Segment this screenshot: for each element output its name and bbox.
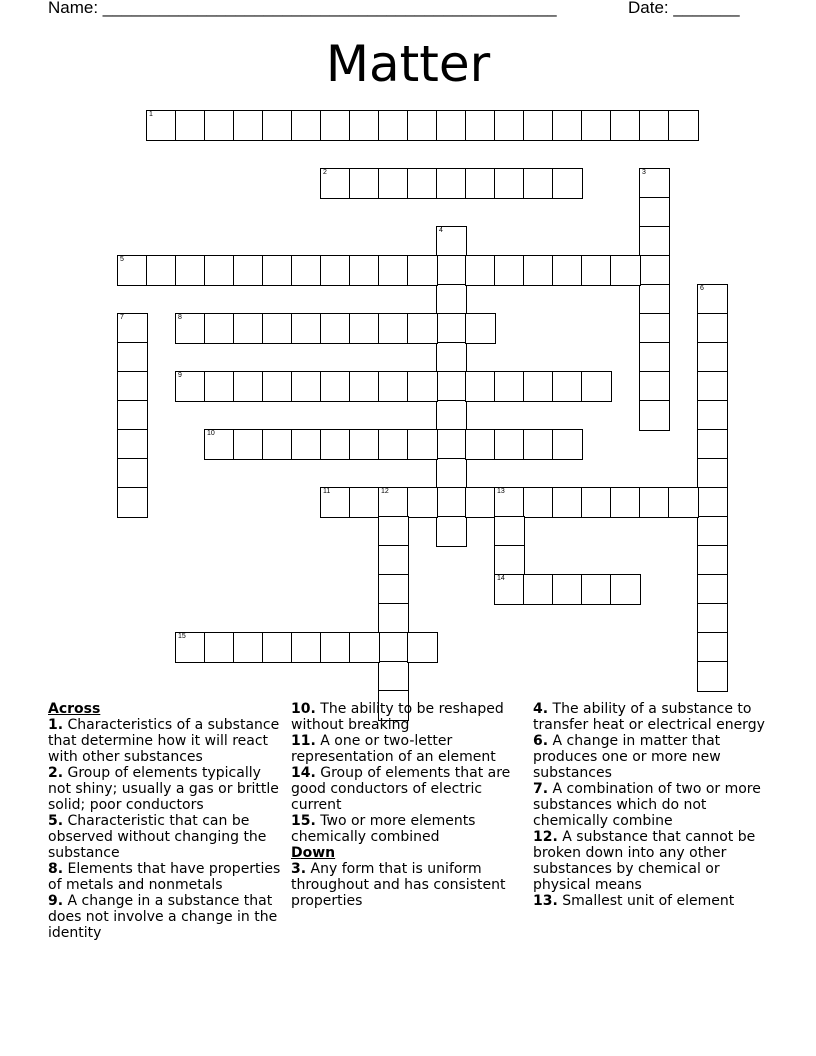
grid-cell[interactable] — [610, 487, 641, 518]
grid-cell[interactable] — [436, 429, 467, 460]
grid-cell[interactable] — [233, 429, 264, 460]
grid-cell[interactable] — [378, 632, 409, 663]
grid-cell[interactable] — [581, 110, 612, 141]
grid-cell[interactable] — [233, 110, 264, 141]
clue-number-label: 2. — [48, 765, 64, 781]
grid-cell[interactable] — [697, 342, 728, 373]
grid-cell[interactable] — [349, 429, 380, 460]
grid-cell[interactable] — [494, 168, 525, 199]
grid-cell[interactable] — [697, 400, 728, 431]
grid-cell[interactable] — [320, 168, 351, 199]
clue-number: 15 — [178, 633, 186, 640]
grid-cell[interactable] — [349, 110, 380, 141]
grid-cell[interactable] — [639, 255, 670, 286]
grid-cell[interactable] — [494, 255, 525, 286]
clue-number: 8 — [178, 314, 182, 321]
grid-cell[interactable] — [581, 487, 612, 518]
grid-cell[interactable] — [465, 371, 496, 402]
clue-number-label: 13. — [533, 893, 558, 909]
clue-number: 7 — [120, 314, 124, 321]
grid-cell[interactable] — [378, 661, 409, 692]
grid-cell[interactable] — [668, 487, 699, 518]
grid-cell[interactable] — [697, 603, 728, 634]
clue-text: Characteristics of a substance that determine how it will react with other substances — [48, 717, 280, 765]
grid-cell[interactable] — [378, 313, 409, 344]
grid-cell[interactable] — [523, 168, 554, 199]
grid-cell[interactable] — [262, 110, 293, 141]
grid-cell[interactable] — [320, 371, 351, 402]
grid-cell[interactable] — [407, 371, 438, 402]
grid-cell[interactable] — [291, 313, 322, 344]
grid-cell[interactable] — [697, 574, 728, 605]
grid-cell[interactable] — [117, 371, 148, 402]
grid-cell[interactable] — [378, 371, 409, 402]
grid-cell[interactable] — [204, 429, 235, 460]
grid-cell[interactable] — [523, 487, 554, 518]
grid-cell[interactable] — [697, 429, 728, 460]
clue-text: Characteristic that can be observed without changing the substance — [48, 813, 267, 861]
grid-cell[interactable] — [639, 226, 670, 257]
grid-cell[interactable] — [639, 168, 670, 199]
grid-cell[interactable] — [610, 574, 641, 605]
grid-cell[interactable] — [117, 255, 148, 286]
grid-cell[interactable] — [552, 371, 583, 402]
clue-number-label: 12. — [533, 829, 558, 845]
clue-text: Two or more elements chemically combined — [291, 813, 476, 845]
grid-cell[interactable] — [552, 110, 583, 141]
grid-cell[interactable] — [204, 255, 235, 286]
clues-column-2 — [291, 701, 519, 909]
grid-cell[interactable] — [117, 313, 148, 344]
grid-cell[interactable] — [697, 284, 728, 315]
grid-cell[interactable] — [552, 168, 583, 199]
clue-text: A change in matter that produces one or more new substances — [533, 733, 721, 781]
grid-cell[interactable] — [639, 110, 670, 141]
clue-number-label: 4. — [533, 701, 549, 717]
grid-cell[interactable] — [494, 110, 525, 141]
grid-cell[interactable] — [697, 371, 728, 402]
clue-number-label: 15. — [291, 813, 316, 829]
grid-cell[interactable] — [378, 110, 409, 141]
grid-cell[interactable] — [494, 429, 525, 460]
clue-item — [48, 765, 284, 813]
clue-number-label: 5. — [48, 813, 64, 829]
grid-cell[interactable] — [204, 110, 235, 141]
clue-number: 1 — [149, 111, 153, 118]
grid-cell[interactable] — [697, 516, 728, 547]
down-heading: Down — [291, 845, 336, 861]
grid-cell[interactable] — [523, 371, 554, 402]
clue-item — [533, 733, 765, 781]
grid-cell[interactable] — [581, 255, 612, 286]
grid-cell[interactable] — [233, 255, 264, 286]
clue-item — [533, 781, 765, 829]
grid-cell[interactable] — [494, 371, 525, 402]
grid-cell[interactable] — [494, 545, 525, 576]
grid-cell[interactable] — [639, 371, 670, 402]
clue-text: A change in a substance that does not involve a change in the identity — [48, 893, 278, 941]
grid-cell[interactable] — [697, 458, 728, 489]
clue-item — [48, 813, 284, 861]
clue-number: 4 — [439, 227, 443, 234]
grid-cell[interactable] — [262, 371, 293, 402]
clue-number-label: 10. — [291, 701, 316, 717]
grid-cell[interactable] — [349, 371, 380, 402]
grid-cell[interactable] — [436, 458, 467, 489]
grid-cell[interactable] — [436, 516, 467, 547]
clue-number: 12 — [381, 488, 389, 495]
clue-number: 5 — [120, 256, 124, 263]
clue-number: 11 — [323, 488, 331, 495]
clues-column-3 — [533, 701, 765, 909]
grid-cell[interactable] — [117, 429, 148, 460]
clue-number: 3 — [642, 169, 646, 176]
grid-cell[interactable] — [117, 487, 148, 518]
grid-cell[interactable] — [465, 110, 496, 141]
clue-item — [533, 893, 765, 909]
grid-cell[interactable] — [639, 400, 670, 431]
grid-cell[interactable] — [494, 487, 525, 518]
grid-cell[interactable] — [320, 632, 351, 663]
name-field[interactable]: Name: ________________________________________________ — [48, 0, 557, 17]
clue-number-label: 3. — [291, 861, 307, 877]
grid-cell[interactable] — [175, 313, 206, 344]
grid-cell[interactable] — [204, 313, 235, 344]
clue-text: Smallest unit of element — [557, 893, 735, 909]
grid-cell[interactable] — [378, 603, 409, 634]
grid-cell[interactable] — [639, 284, 670, 315]
grid-cell[interactable] — [204, 632, 235, 663]
grid-cell[interactable] — [436, 487, 467, 518]
clue-item — [291, 733, 519, 765]
grid-cell[interactable] — [639, 342, 670, 373]
grid-cell[interactable] — [262, 429, 293, 460]
grid-cell[interactable] — [581, 371, 612, 402]
grid-cell[interactable] — [494, 574, 525, 605]
grid-cell[interactable] — [349, 313, 380, 344]
clue-item — [533, 829, 765, 893]
grid-cell[interactable] — [262, 632, 293, 663]
clue-number: 10 — [207, 430, 215, 437]
grid-cell[interactable] — [233, 371, 264, 402]
grid-cell[interactable] — [378, 516, 409, 547]
grid-cell[interactable] — [407, 110, 438, 141]
grid-cell[interactable] — [523, 110, 554, 141]
grid-cell[interactable] — [610, 110, 641, 141]
clue-text: Elements that have properties of metals and nonmetals — [48, 861, 281, 893]
clue-number-label: 7. — [533, 781, 549, 797]
grid-cell[interactable] — [320, 429, 351, 460]
clue-number-label: 14. — [291, 765, 316, 781]
grid-cell[interactable] — [436, 110, 467, 141]
grid-cell[interactable] — [262, 313, 293, 344]
grid-cell[interactable] — [552, 255, 583, 286]
clue-text: A combination of two or more substances which do not chemically combine — [533, 781, 761, 829]
grid-cell[interactable] — [291, 371, 322, 402]
grid-cell[interactable] — [291, 110, 322, 141]
grid-cell[interactable] — [175, 255, 206, 286]
grid-cell[interactable] — [639, 313, 670, 344]
grid-cell[interactable] — [639, 487, 670, 518]
grid-cell[interactable] — [378, 255, 409, 286]
clue-number-label: 9. — [48, 893, 64, 909]
clue-text: The ability of a substance to transfer heat or electrical energy — [533, 701, 765, 733]
grid-cell[interactable] — [407, 313, 438, 344]
grid-cell[interactable] — [436, 226, 467, 257]
grid-cell[interactable] — [407, 632, 438, 663]
grid-cell[interactable] — [581, 574, 612, 605]
clue-text: The ability to be reshaped without breaking — [291, 701, 504, 733]
clue-text: Any form that is uniform throughout and has consistent properties — [291, 861, 506, 909]
grid-cell[interactable] — [436, 342, 467, 373]
grid-cell[interactable] — [291, 429, 322, 460]
grid-cell[interactable] — [552, 574, 583, 605]
grid-cell[interactable] — [523, 429, 554, 460]
grid-cell[interactable] — [175, 371, 206, 402]
grid-cell[interactable] — [523, 255, 554, 286]
grid-cell[interactable] — [465, 168, 496, 199]
grid-cell[interactable] — [494, 516, 525, 547]
clue-item — [291, 765, 519, 813]
grid-cell[interactable] — [697, 661, 728, 692]
clue-text: A one or two-letter representation of an element — [291, 733, 496, 765]
clue-number: 14 — [497, 575, 505, 582]
grid-cell[interactable] — [320, 110, 351, 141]
clue-item — [533, 701, 765, 733]
grid-cell[interactable] — [320, 487, 351, 518]
grid-cell[interactable] — [117, 342, 148, 373]
clue-item — [291, 861, 519, 909]
clue-item — [48, 861, 284, 893]
clue-number: 13 — [497, 488, 505, 495]
grid-cell[interactable] — [697, 313, 728, 344]
clue-item — [291, 813, 519, 845]
grid-cell[interactable] — [146, 110, 177, 141]
across-heading: Across — [48, 701, 101, 717]
grid-cell[interactable] — [436, 313, 467, 344]
grid-cell[interactable] — [378, 545, 409, 576]
grid-cell[interactable] — [523, 574, 554, 605]
grid-cell[interactable] — [233, 313, 264, 344]
grid-cell[interactable] — [175, 110, 206, 141]
grid-cell[interactable] — [349, 168, 380, 199]
grid-cell[interactable] — [697, 487, 728, 518]
clue-number: 9 — [178, 372, 182, 379]
grid-cell[interactable] — [697, 545, 728, 576]
grid-cell[interactable] — [465, 487, 496, 518]
grid-cell[interactable] — [349, 255, 380, 286]
grid-cell[interactable] — [320, 313, 351, 344]
grid-cell[interactable] — [117, 458, 148, 489]
grid-cell[interactable] — [146, 255, 177, 286]
grid-cell[interactable] — [436, 284, 467, 315]
clue-number-label: 11. — [291, 733, 316, 749]
grid-cell[interactable] — [668, 110, 699, 141]
grid-cell[interactable] — [610, 255, 641, 286]
grid-cell[interactable] — [552, 487, 583, 518]
grid-cell[interactable] — [465, 255, 496, 286]
grid-cell[interactable] — [378, 574, 409, 605]
grid-cell[interactable] — [552, 429, 583, 460]
grid-cell[interactable] — [697, 632, 728, 663]
clue-item — [48, 893, 284, 941]
grid-cell[interactable] — [349, 487, 380, 518]
date-field[interactable]: Date: _______ — [628, 0, 740, 17]
grid-cell[interactable] — [465, 429, 496, 460]
grid-cell[interactable] — [407, 429, 438, 460]
clue-number: 6 — [700, 285, 704, 292]
grid-cell[interactable] — [436, 400, 467, 431]
clue-number-label: 1. — [48, 717, 64, 733]
grid-cell[interactable] — [436, 371, 467, 402]
grid-cell[interactable] — [117, 400, 148, 431]
clue-item — [48, 717, 284, 765]
grid-cell[interactable] — [175, 632, 206, 663]
grid-cell[interactable] — [407, 168, 438, 199]
grid-cell[interactable] — [639, 197, 670, 228]
clue-number: 2 — [323, 169, 327, 176]
clue-text: Group of elements that are good conductors of electric current — [291, 765, 511, 813]
clue-item — [291, 701, 519, 733]
grid-cell[interactable] — [320, 255, 351, 286]
grid-cell[interactable] — [204, 371, 235, 402]
grid-cell[interactable] — [436, 168, 467, 199]
grid-cell[interactable] — [407, 487, 438, 518]
grid-cell[interactable] — [378, 487, 409, 518]
clue-number-label: 8. — [48, 861, 64, 877]
grid-cell[interactable] — [291, 255, 322, 286]
grid-cell[interactable] — [465, 313, 496, 344]
clues-column-1 — [48, 701, 284, 941]
grid-cell[interactable] — [291, 632, 322, 663]
grid-cell[interactable] — [378, 429, 409, 460]
clue-number-label: 6. — [533, 733, 549, 749]
grid-cell[interactable] — [233, 632, 264, 663]
grid-cell[interactable] — [436, 255, 467, 286]
clue-text: Group of elements typically not shiny; usually a gas or brittle solid; poor conductors — [48, 765, 279, 813]
grid-cell[interactable] — [378, 168, 409, 199]
page-title: Matter — [325, 35, 491, 93]
grid-cell[interactable] — [407, 255, 438, 286]
grid-cell[interactable] — [349, 632, 380, 663]
clue-text: A substance that cannot be broken down into any other substances by chemical or physical means — [533, 829, 756, 893]
grid-cell[interactable] — [262, 255, 293, 286]
